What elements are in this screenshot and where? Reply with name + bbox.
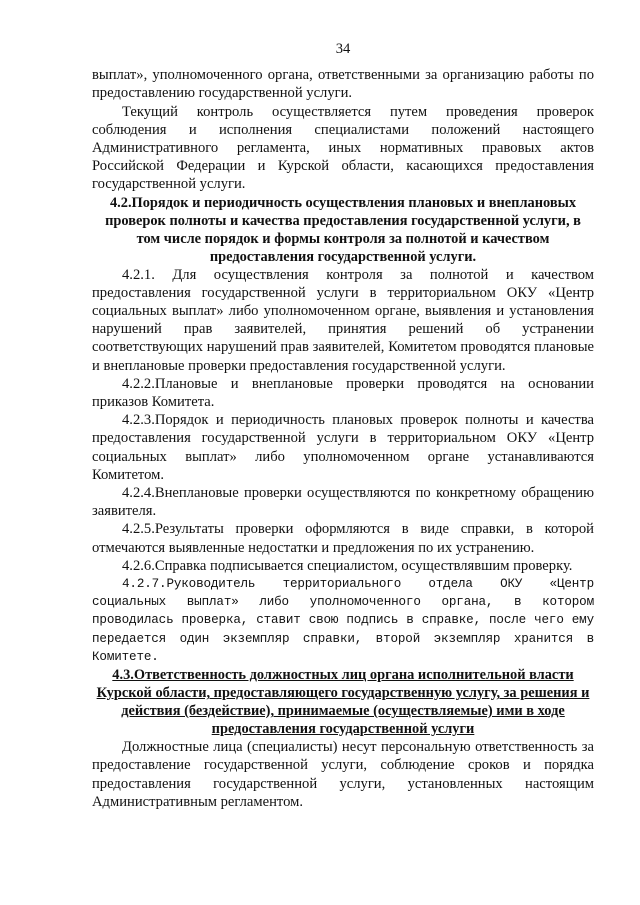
clause-4-2-1: 4.2.1. Для осуществления контроля за полнотой и качеством предоставления государственной услуги в территориальном ОКУ «Центр социальных выплат» либо уполномоченном органе, выявления и установления нарушений прав заявителей, принятия решений об устранении соответствующих нарушений прав заявителей, Комитетом проводятся плановые и внеплановые проверки предоставления государственной услуги.: [92, 266, 594, 374]
section-4-2-title: 4.2.Порядок и периодичность осуществления плановых и внеплановых проверок полноты и качества предоставления государственной услуги, в том числе порядок и формы контроля за полнотой и качеством предоставления государственной услуги.: [105, 194, 581, 265]
clause-4-2-7: 4.2.7.Руководитель территориального отдела ОКУ «Центр социальных выплат» либо уполномоченного органа, в котором проводилась проверка, ставит свою подпись в справке, после чего ему передается один экземпляр справки, второй экземпляр хранится в Комитете.: [92, 577, 594, 664]
intro-paragraph-2: Текущий контроль осуществляется путем проведения проверок соблюдения и исполнения специалистами положений настоящего Административного регламента, иных нормативных правовых актов Российской Федерации и Курской области, касающихся предоставления государственной услуги.: [92, 103, 594, 193]
clause-4-2-2: 4.2.2.Плановые и внеплановые проверки проводятся на основании приказов Комитета.: [92, 375, 594, 411]
section-4-3-body: Должностные лица (специалисты) несут персональную ответственность за предоставление государственной услуги, соблюдение сроков и порядка предоставления государственной услуги, установленных настоящим Административным регламентом.: [92, 739, 594, 810]
clause-4-2-4: 4.2.4.Внеплановые проверки осуществляются по конкретному обращению заявителя.: [92, 485, 594, 520]
section-4-3-title: 4.3.Ответственность должностных лиц органа исполнительной власти Курской области, предоставляющего государственную услугу, за решения и действия (бездействие), принимаемые (осуществляемые) ими в ходе предоставления государственной услуги: [96, 667, 590, 738]
page-number: 34: [335, 41, 351, 57]
intro-paragraph-1: выплат», уполномоченного органа, ответственными за организацию работы по предоставлению государственной услуги.: [92, 67, 594, 102]
clause-4-2-5: 4.2.5.Результаты проверки оформляются в виде справки, в которой отмечаются выявленные недостатки и предложения по их устранению.: [92, 521, 594, 556]
clause-4-2-3: 4.2.3.Порядок и периодичность плановых проверок полноты и качества предоставления государственной услуги в территориальном ОКУ «Центр социальных выплат» либо уполномоченном органе устанавливаются Комитетом.: [92, 412, 594, 483]
clause-4-2-6: 4.2.6.Справка подписывается специалистом, осуществлявшим проверку.: [122, 557, 573, 574]
